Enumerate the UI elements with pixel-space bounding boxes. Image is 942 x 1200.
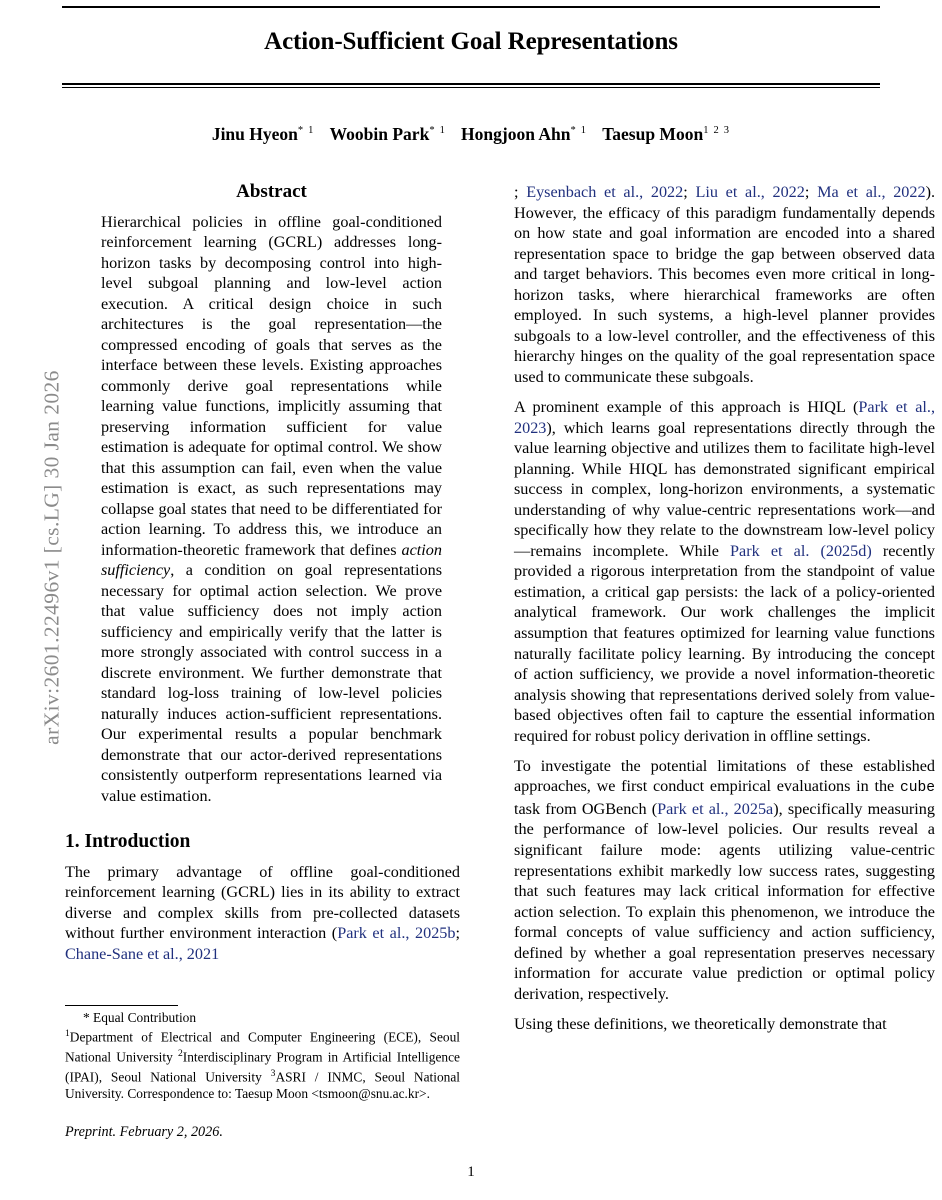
intro-p3-text-b: task from OGBench (	[514, 799, 658, 818]
author-name: Woobin Park	[329, 124, 430, 144]
affiliation-text-2: Interdisciplinary Program in Artificial Intelligence (IPAI), Seoul National University	[65, 1049, 460, 1085]
citation-link-park-2023[interactable]: Park et al., 2023	[514, 397, 935, 437]
intro-p2-text-a: A prominent example of this approach is HIQL (	[514, 397, 859, 416]
intro-p2-text-c: recently provided a rigorous interpretation from the standpoint of value estimation, a critical gap persists: the lack of a policy-oriented analytical framework. Our work challenges the implicit assumption that features optimized for learning value functions naturally facilitate policy learning. By introducing the concept of action sufficiency, we provide a novel information-theoretic analysis showing that representations derived solely from value-based objectives often fail to capture the essential information required for robust policy derivation in offline settings.	[514, 541, 935, 745]
page-number: 1	[467, 1164, 475, 1180]
citation-link-park-2025a[interactable]: Park et al., 2025a	[657, 799, 774, 818]
author-entry	[330, 124, 446, 144]
intro-p3-text-a: To investigate the potential limitations of these established approaches, we first conduct empirical evaluations in the	[514, 756, 935, 796]
citation-link-liu-2022[interactable]: Liu et al., 2022	[695, 183, 805, 201]
affiliation-marker-1: 1	[65, 1028, 70, 1040]
author-entry	[212, 124, 315, 144]
footnote-separator-rule	[65, 1005, 178, 1006]
citation-link-ma-2022[interactable]: Ma et al., 2022	[817, 183, 926, 201]
author-name: Taesup Moon	[602, 124, 704, 144]
author-entry	[602, 124, 730, 144]
author-affiliation-marks: * 1	[297, 125, 315, 137]
author-name: Hongjoon Ahn	[461, 124, 571, 144]
intro-p1-sep-1: ;	[455, 924, 460, 943]
header-rule-top	[62, 6, 880, 8]
author-affiliation-marks: * 1	[429, 125, 447, 137]
arxiv-identifier-stamp: arXiv:2601.22496v1 [cs.LG] 30 Jan 2026	[39, 370, 64, 745]
author-affiliation-marks: * 1	[570, 125, 588, 137]
section-heading-introduction: 1. Introduction	[65, 831, 191, 853]
intro-paragraph-2	[514, 397, 935, 746]
affiliation-marker-2: 2	[177, 1048, 183, 1060]
intro-p1-sep-2: ;	[514, 183, 527, 201]
citation-link-park-2025d[interactable]: Park et al. (2025d)	[730, 541, 872, 560]
author-list	[62, 124, 880, 145]
citation-link-chane-sane-2021[interactable]: Chane-Sane et al., 2021	[65, 944, 220, 963]
author-affiliation-marks: 1 2 3	[703, 125, 731, 137]
abstract-text-part-1: Hierarchical policies in offline goal-conditioned reinforcement learning (GCRL) addresses long-horizon tasks by decomposing control into high-level subgoal planning and low-level action execution. A critical design choice in such architectures is the goal representation—the compressed encoding of goals that serves as the interface between these levels. Existing approaches commonly derive goal representations while learning value functions, implicitly assuming that preserving information sufficient for value estimation is adequate for optimal control. We show that this assumption can fail, even when the value estimation is exact, as such representations may collapse goal states that need to be differentiated for action learning. To address this, we introduce an information-theoretic framework that defines	[101, 212, 442, 559]
affiliation-text-1: Department of Electrical and Computer Engineering (ECE), Seoul National University	[65, 1029, 460, 1065]
intro-paragraph-4: Using these definitions, we theoretically demonstrate that	[514, 1014, 887, 1033]
citation-link-eysenbach-2022[interactable]: Eysenbach et al., 2022	[526, 183, 684, 201]
intro-paragraph-3	[514, 756, 935, 1005]
footnote-equal-contribution: * Equal Contribution	[83, 1010, 197, 1025]
task-name-cube: cube	[899, 780, 935, 797]
abstract-text-part-2: , a condition on goal representations necessary for optimal action selection. We prove that value sufficiency does not imply action sufficiency and empirically verify that the latter is more strongly associated with control success in a discrete environment. We further demonstrate that standard log-loss training of low-level policies naturally induces action-sufficient representations. Our experimental results a popular benchmark demonstrate that our actor-derived representations consistently outperform representations learned via value estimation.	[101, 561, 442, 805]
intro-paragraph-1-continued	[514, 182, 935, 387]
header-rule-double-upper	[62, 83, 880, 85]
affiliation-text-3: ASRI / INMC, Seoul National University. Correspondence to: Taesup Moon <tsmoon@snu.ac.kr>.	[65, 1069, 461, 1101]
header-rule-double-lower	[62, 87, 880, 88]
abstract-section	[65, 182, 460, 806]
abstract-heading: Abstract	[236, 181, 307, 202]
citation-link-park-2025b[interactable]: Park et al., 2025b	[337, 924, 456, 943]
intro-p1-text-b: ). However, the efficacy of this paradigm fundamentally depends on how state and goal information are encoded into a shared representation space to bridge the gap between observed data and target behaviors. This becomes even more critical in long-horizon tasks, where hierarchical frameworks are often employed. In such systems, a high-level planner provides subgoals to a low-level controller, and the effectiveness of this hierarchy hinges on the quality of the goal representation space used to communicate these subgoals.	[514, 183, 936, 386]
preprint-note: Preprint. February 2, 2026.	[65, 1124, 223, 1141]
intro-paragraph-1	[65, 862, 460, 965]
left-column	[65, 182, 460, 974]
intro-p1-sep-3: ;	[683, 183, 696, 201]
footnote-block	[65, 1005, 460, 1141]
author-entry	[461, 124, 587, 144]
right-column	[514, 182, 935, 1044]
intro-p1-sep-4: ;	[804, 183, 818, 201]
abstract-body	[101, 212, 442, 807]
intro-p1-text-a: The primary advantage of offline goal-conditioned reinforcement learning (GCRL) lies in its ability to extract diverse and complex skills from pre-collected datasets without further environment interaction (	[65, 862, 460, 943]
page-title: Action-Sufficient Goal Representations	[264, 28, 678, 55]
author-name: Jinu Hyeon	[211, 124, 298, 144]
intro-p2-text-b: ), which learns goal representations directly through the value learning objective and utilizes them to facilitate high-level planning. While HIQL has demonstrated significant empirical success in complex, long-horizon environments, a systematic understanding of why value-centric representations work—and specifically how they relate to the downstream low-level policy—remains incomplete. While	[514, 418, 935, 560]
footnote-affiliations	[65, 1026, 460, 1102]
intro-p3-text-c: ), specifically measuring the performance of low-level policies. Our results reveal a significant failure mode: agents utilizing value-centric representations exhibit markedly low success rates, suggesting that such features may lack critical information for effective action selection. To explain this phenomenon, we introduce the formal concepts of value sufficiency and action sufficiency, defined by whether a goal representation preserves necessary information for accurate value prediction or optimal policy derivation, respectively.	[514, 799, 935, 1003]
abstract-italic-term: action sufficiency	[101, 540, 442, 580]
affiliation-marker-3: 3	[270, 1067, 276, 1079]
